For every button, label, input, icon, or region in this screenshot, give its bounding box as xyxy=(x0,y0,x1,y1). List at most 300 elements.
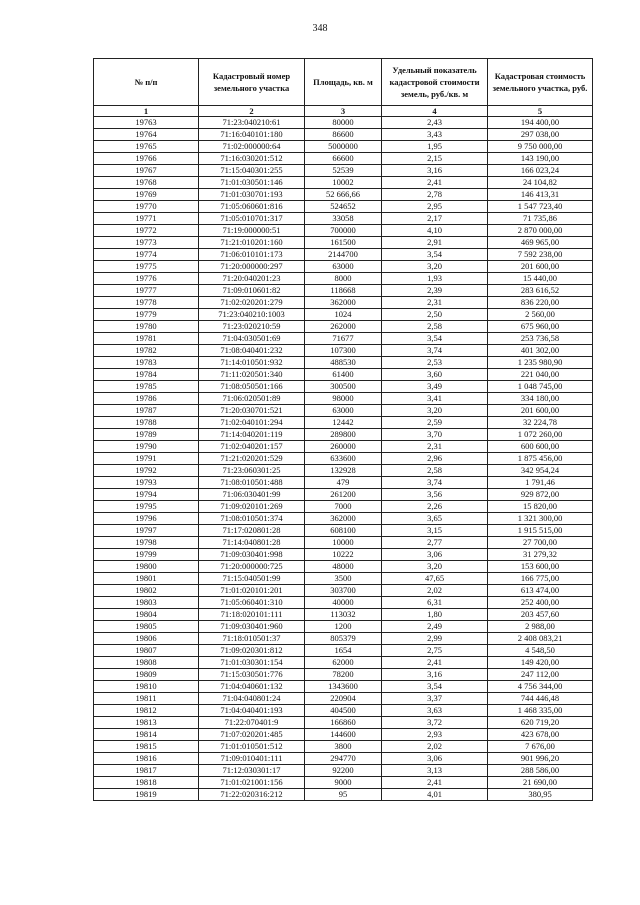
cell-number: 19785 xyxy=(94,381,199,393)
cell-cadastral-number: 71:18:020101:111 xyxy=(199,609,305,621)
cell-area: 48000 xyxy=(305,561,382,573)
column-header-unit-value: Удельный показатель кадастровой стоимости земель, руб./кв. м xyxy=(382,59,488,106)
table-row xyxy=(94,321,593,333)
cell-unit-value: 3,13 xyxy=(382,765,488,777)
cell-number: 19776 xyxy=(94,273,199,285)
table-row xyxy=(94,285,593,297)
cell-area: 12442 xyxy=(305,417,382,429)
cell-cadastral-value: 620 719,20 xyxy=(488,717,593,729)
cell-cadastral-number: 71:14:040201:119 xyxy=(199,429,305,441)
column-number: 4 xyxy=(382,106,488,117)
cell-cadastral-value: 15 440,00 xyxy=(488,273,593,285)
cell-unit-value: 4,10 xyxy=(382,225,488,237)
cell-unit-value: 2,99 xyxy=(382,633,488,645)
cell-number: 19789 xyxy=(94,429,199,441)
column-number: 5 xyxy=(488,106,593,117)
column-header-cadastral-number: Кадастровый номер земельного участка xyxy=(199,59,305,106)
table-row xyxy=(94,201,593,213)
cell-cadastral-value: 146 413,31 xyxy=(488,189,593,201)
cell-unit-value: 3,70 xyxy=(382,429,488,441)
cell-unit-value: 47,65 xyxy=(382,573,488,585)
cell-area: 9000 xyxy=(305,777,382,789)
cell-cadastral-value: 9 750 000,00 xyxy=(488,141,593,153)
cell-area: 289800 xyxy=(305,429,382,441)
cell-unit-value: 3,20 xyxy=(382,261,488,273)
cell-cadastral-value: 71 735,86 xyxy=(488,213,593,225)
cell-unit-value: 2,49 xyxy=(382,621,488,633)
column-header-cadastral-value: Кадастровая стоимость земельного участка, руб. xyxy=(488,59,593,106)
table-row xyxy=(94,189,593,201)
table-row xyxy=(94,309,593,321)
table-row xyxy=(94,441,593,453)
cell-unit-value: 2,41 xyxy=(382,777,488,789)
cell-cadastral-value: 423 678,00 xyxy=(488,729,593,741)
cell-area: 260000 xyxy=(305,441,382,453)
cell-unit-value: 2,93 xyxy=(382,729,488,741)
cell-unit-value: 2,58 xyxy=(382,321,488,333)
cell-number: 19806 xyxy=(94,633,199,645)
cell-number: 19808 xyxy=(94,657,199,669)
cell-number: 19811 xyxy=(94,693,199,705)
cell-cadastral-value: 1 072 260,00 xyxy=(488,429,593,441)
cell-number: 19787 xyxy=(94,405,199,417)
cell-area: 479 xyxy=(305,477,382,489)
cell-unit-value: 1,93 xyxy=(382,273,488,285)
cell-area: 40000 xyxy=(305,597,382,609)
cell-number: 19775 xyxy=(94,261,199,273)
table-row xyxy=(94,429,593,441)
cell-number: 19803 xyxy=(94,597,199,609)
cell-cadastral-value: 2 408 083,21 xyxy=(488,633,593,645)
cell-cadastral-number: 71:09:020301:812 xyxy=(199,645,305,657)
table-row xyxy=(94,381,593,393)
cell-number: 19792 xyxy=(94,465,199,477)
table-row xyxy=(94,153,593,165)
cell-area: 608100 xyxy=(305,525,382,537)
cell-unit-value: 3,74 xyxy=(382,477,488,489)
cell-cadastral-value: 1 547 723,40 xyxy=(488,201,593,213)
cell-cadastral-number: 71:01:030501:146 xyxy=(199,177,305,189)
column-number: 1 xyxy=(94,106,199,117)
cell-cadastral-number: 71:21:010201:160 xyxy=(199,237,305,249)
table-row xyxy=(94,549,593,561)
cell-cadastral-number: 71:08:040401:232 xyxy=(199,345,305,357)
cell-cadastral-number: 71:04:040401:193 xyxy=(199,705,305,717)
cell-unit-value: 3,43 xyxy=(382,129,488,141)
cell-cadastral-number: 71:17:020801:28 xyxy=(199,525,305,537)
cell-area: 63000 xyxy=(305,261,382,273)
cell-cadastral-value: 201 600,00 xyxy=(488,261,593,273)
cell-unit-value: 2,02 xyxy=(382,741,488,753)
cell-area: 294770 xyxy=(305,753,382,765)
cell-cadastral-value: 613 474,00 xyxy=(488,585,593,597)
cell-unit-value: 2,77 xyxy=(382,537,488,549)
cell-number: 19765 xyxy=(94,141,199,153)
cell-area: 80000 xyxy=(305,117,382,129)
cell-number: 19819 xyxy=(94,789,199,801)
cell-area: 1024 xyxy=(305,309,382,321)
cell-unit-value: 2,39 xyxy=(382,285,488,297)
cell-unit-value: 2,41 xyxy=(382,177,488,189)
cell-number: 19798 xyxy=(94,537,199,549)
cell-unit-value: 3,20 xyxy=(382,405,488,417)
cell-unit-value: 3,63 xyxy=(382,705,488,717)
table-row xyxy=(94,657,593,669)
cell-cadastral-number: 71:06:030401:99 xyxy=(199,489,305,501)
cell-cadastral-number: 71:16:040101:180 xyxy=(199,129,305,141)
table-row xyxy=(94,405,593,417)
table-row xyxy=(94,597,593,609)
table-row xyxy=(94,117,593,129)
cell-area: 524652 xyxy=(305,201,382,213)
cell-cadastral-value: 253 736,58 xyxy=(488,333,593,345)
table-row xyxy=(94,777,593,789)
table-row xyxy=(94,741,593,753)
cell-number: 19764 xyxy=(94,129,199,141)
cell-cadastral-value: 283 616,52 xyxy=(488,285,593,297)
cell-cadastral-value: 334 180,00 xyxy=(488,393,593,405)
cell-number: 19774 xyxy=(94,249,199,261)
cell-area: 3800 xyxy=(305,741,382,753)
table-row xyxy=(94,369,593,381)
table-row xyxy=(94,297,593,309)
cell-cadastral-number: 71:15:040301:255 xyxy=(199,165,305,177)
cell-cadastral-value: 1 791,46 xyxy=(488,477,593,489)
cell-area: 488530 xyxy=(305,357,382,369)
cell-cadastral-number: 71:02:040201:157 xyxy=(199,441,305,453)
cell-cadastral-value: 1 915 515,00 xyxy=(488,525,593,537)
cell-unit-value: 3,56 xyxy=(382,489,488,501)
cell-number: 19815 xyxy=(94,741,199,753)
cell-area: 262000 xyxy=(305,321,382,333)
cell-unit-value: 2,31 xyxy=(382,297,488,309)
cell-cadastral-number: 71:09:030401:960 xyxy=(199,621,305,633)
table-row xyxy=(94,357,593,369)
cell-unit-value: 3,06 xyxy=(382,753,488,765)
cell-area: 95 xyxy=(305,789,382,801)
cell-unit-value: 3,06 xyxy=(382,549,488,561)
cell-unit-value: 1,95 xyxy=(382,141,488,153)
cell-cadastral-value: 31 279,32 xyxy=(488,549,593,561)
table-row xyxy=(94,237,593,249)
cell-cadastral-value: 1 235 980,90 xyxy=(488,357,593,369)
cell-area: 62000 xyxy=(305,657,382,669)
cell-cadastral-value: 297 038,00 xyxy=(488,129,593,141)
cell-cadastral-value: 24 104,82 xyxy=(488,177,593,189)
cell-area: 220904 xyxy=(305,693,382,705)
cell-cadastral-number: 71:19:000000:51 xyxy=(199,225,305,237)
cell-number: 19794 xyxy=(94,489,199,501)
cell-area: 700000 xyxy=(305,225,382,237)
table-row xyxy=(94,273,593,285)
cell-cadastral-number: 71:05:010701:317 xyxy=(199,213,305,225)
cell-area: 10222 xyxy=(305,549,382,561)
cell-cadastral-number: 71:01:030701:193 xyxy=(199,189,305,201)
cell-number: 19817 xyxy=(94,765,199,777)
cell-area: 166860 xyxy=(305,717,382,729)
cell-number: 19793 xyxy=(94,477,199,489)
cell-area: 161500 xyxy=(305,237,382,249)
cell-cadastral-value: 1 321 300,00 xyxy=(488,513,593,525)
cell-unit-value: 2,59 xyxy=(382,417,488,429)
cell-unit-value: 3,54 xyxy=(382,249,488,261)
table-row xyxy=(94,669,593,681)
table-row xyxy=(94,729,593,741)
cell-cadastral-value: 166 023,24 xyxy=(488,165,593,177)
cell-number: 19777 xyxy=(94,285,199,297)
cell-cadastral-number: 71:09:030401:998 xyxy=(199,549,305,561)
cell-cadastral-number: 71:02:000000:64 xyxy=(199,141,305,153)
cell-area: 71677 xyxy=(305,333,382,345)
cell-cadastral-value: 744 446,48 xyxy=(488,693,593,705)
cell-number: 19791 xyxy=(94,453,199,465)
column-number: 3 xyxy=(305,106,382,117)
cell-area: 1654 xyxy=(305,645,382,657)
cadastral-value-table xyxy=(93,58,593,801)
cell-area: 633600 xyxy=(305,453,382,465)
cell-unit-value: 3,60 xyxy=(382,369,488,381)
table-row xyxy=(94,477,593,489)
table-row xyxy=(94,141,593,153)
cell-cadastral-number: 71:15:030501:776 xyxy=(199,669,305,681)
cell-unit-value: 3,15 xyxy=(382,525,488,537)
cell-cadastral-value: 247 112,00 xyxy=(488,669,593,681)
cell-number: 19810 xyxy=(94,681,199,693)
table-row xyxy=(94,789,593,801)
cell-area: 52539 xyxy=(305,165,382,177)
table-row xyxy=(94,453,593,465)
cell-unit-value: 2,41 xyxy=(382,657,488,669)
table-row xyxy=(94,573,593,585)
table-row xyxy=(94,633,593,645)
cell-cadastral-number: 71:09:010601:82 xyxy=(199,285,305,297)
cell-area: 2144700 xyxy=(305,249,382,261)
table-row xyxy=(94,465,593,477)
cell-number: 19812 xyxy=(94,705,199,717)
cell-unit-value: 2,02 xyxy=(382,585,488,597)
table-row xyxy=(94,693,593,705)
cell-cadastral-number: 71:01:010501:512 xyxy=(199,741,305,753)
cell-number: 19771 xyxy=(94,213,199,225)
cell-number: 19799 xyxy=(94,549,199,561)
cell-number: 19768 xyxy=(94,177,199,189)
cell-cadastral-value: 149 420,00 xyxy=(488,657,593,669)
cell-area: 10000 xyxy=(305,537,382,549)
cell-number: 19805 xyxy=(94,621,199,633)
cell-area: 300500 xyxy=(305,381,382,393)
column-header-area: Площадь, кв. м xyxy=(305,59,382,106)
table-row xyxy=(94,537,593,549)
cell-cadastral-value: 153 600,00 xyxy=(488,561,593,573)
cell-area: 33058 xyxy=(305,213,382,225)
cell-cadastral-number: 71:01:030301:154 xyxy=(199,657,305,669)
cell-number: 19814 xyxy=(94,729,199,741)
cell-cadastral-number: 71:06:010101:173 xyxy=(199,249,305,261)
cell-unit-value: 1,80 xyxy=(382,609,488,621)
cell-area: 113032 xyxy=(305,609,382,621)
cell-area: 78200 xyxy=(305,669,382,681)
table-body xyxy=(94,117,593,801)
cell-unit-value: 2,91 xyxy=(382,237,488,249)
cell-cadastral-value: 166 775,00 xyxy=(488,573,593,585)
cell-number: 19818 xyxy=(94,777,199,789)
cell-cadastral-number: 71:04:040801:24 xyxy=(199,693,305,705)
table-row xyxy=(94,333,593,345)
cell-cadastral-number: 71:09:010401:111 xyxy=(199,753,305,765)
cell-area: 1200 xyxy=(305,621,382,633)
cell-area: 52 666,66 xyxy=(305,189,382,201)
table-row xyxy=(94,645,593,657)
cell-unit-value: 3,16 xyxy=(382,669,488,681)
cell-unit-value: 3,16 xyxy=(382,165,488,177)
cell-unit-value: 2,95 xyxy=(382,201,488,213)
cell-unit-value: 3,49 xyxy=(382,381,488,393)
cell-cadastral-number: 71:15:040501:99 xyxy=(199,573,305,585)
cell-unit-value: 2,58 xyxy=(382,465,488,477)
cell-cadastral-number: 71:20:040201:23 xyxy=(199,273,305,285)
cell-cadastral-value: 401 302,00 xyxy=(488,345,593,357)
cell-cadastral-value: 4 548,50 xyxy=(488,645,593,657)
table-row xyxy=(94,621,593,633)
cell-unit-value: 3,54 xyxy=(382,333,488,345)
cell-number: 19800 xyxy=(94,561,199,573)
page-number: 348 xyxy=(312,23,328,34)
cell-area: 3500 xyxy=(305,573,382,585)
cell-cadastral-value: 2 560,00 xyxy=(488,309,593,321)
cell-number: 19790 xyxy=(94,441,199,453)
table-row xyxy=(94,213,593,225)
cell-unit-value: 3,37 xyxy=(382,693,488,705)
cell-unit-value: 2,31 xyxy=(382,441,488,453)
cell-cadastral-value: 1 875 456,00 xyxy=(488,453,593,465)
cell-cadastral-number: 71:05:060601:816 xyxy=(199,201,305,213)
cell-cadastral-value: 32 224,78 xyxy=(488,417,593,429)
cell-cadastral-value: 201 600,00 xyxy=(488,405,593,417)
table-row xyxy=(94,561,593,573)
cell-number: 19796 xyxy=(94,513,199,525)
table-row xyxy=(94,225,593,237)
column-header-number: № п/п xyxy=(94,59,199,106)
cell-cadastral-value: 1 468 335,00 xyxy=(488,705,593,717)
cell-area: 7000 xyxy=(305,501,382,513)
cell-cadastral-number: 71:14:010501:932 xyxy=(199,357,305,369)
cell-unit-value: 2,17 xyxy=(382,213,488,225)
table-row xyxy=(94,765,593,777)
cell-cadastral-number: 71:09:020101:269 xyxy=(199,501,305,513)
cell-cadastral-value: 288 586,00 xyxy=(488,765,593,777)
cell-cadastral-number: 71:16:030201:512 xyxy=(199,153,305,165)
cell-number: 19772 xyxy=(94,225,199,237)
cell-cadastral-value: 2 988,00 xyxy=(488,621,593,633)
cell-cadastral-number: 71:20:000000:297 xyxy=(199,261,305,273)
table-row xyxy=(94,165,593,177)
table-row xyxy=(94,261,593,273)
cell-cadastral-number: 71:07:020201:485 xyxy=(199,729,305,741)
table-row xyxy=(94,753,593,765)
cell-cadastral-number: 71:23:020210:59 xyxy=(199,321,305,333)
table-row xyxy=(94,129,593,141)
cell-number: 19804 xyxy=(94,609,199,621)
cell-cadastral-number: 71:02:040101:294 xyxy=(199,417,305,429)
cell-cadastral-number: 71:23:040210:61 xyxy=(199,117,305,129)
cell-cadastral-value: 2 870 000,00 xyxy=(488,225,593,237)
cell-area: 118668 xyxy=(305,285,382,297)
cell-cadastral-number: 71:23:040210:1003 xyxy=(199,309,305,321)
cell-area: 362000 xyxy=(305,513,382,525)
cell-cadastral-value: 380,95 xyxy=(488,789,593,801)
table-row xyxy=(94,345,593,357)
table-row xyxy=(94,489,593,501)
cell-cadastral-number: 71:02:020201:279 xyxy=(199,297,305,309)
cell-number: 19788 xyxy=(94,417,199,429)
cell-number: 19780 xyxy=(94,321,199,333)
cell-area: 303700 xyxy=(305,585,382,597)
cell-cadastral-number: 71:22:020316:212 xyxy=(199,789,305,801)
cell-number: 19783 xyxy=(94,357,199,369)
cell-unit-value: 2,78 xyxy=(382,189,488,201)
cell-cadastral-value: 143 190,00 xyxy=(488,153,593,165)
cell-area: 8000 xyxy=(305,273,382,285)
cell-cadastral-value: 194 400,00 xyxy=(488,117,593,129)
cell-area: 61400 xyxy=(305,369,382,381)
cell-area: 98000 xyxy=(305,393,382,405)
cell-number: 19773 xyxy=(94,237,199,249)
cell-cadastral-value: 675 960,00 xyxy=(488,321,593,333)
cell-unit-value: 2,96 xyxy=(382,453,488,465)
cell-area: 5000000 xyxy=(305,141,382,153)
column-number: 2 xyxy=(199,106,305,117)
cell-unit-value: 2,75 xyxy=(382,645,488,657)
cell-cadastral-value: 600 600,00 xyxy=(488,441,593,453)
cell-number: 19801 xyxy=(94,573,199,585)
cell-unit-value: 4,01 xyxy=(382,789,488,801)
cell-cadastral-number: 71:04:030501:69 xyxy=(199,333,305,345)
cell-cadastral-value: 252 400,00 xyxy=(488,597,593,609)
table-row xyxy=(94,417,593,429)
cell-cadastral-value: 4 756 344,00 xyxy=(488,681,593,693)
cell-cadastral-number: 71:01:021001:156 xyxy=(199,777,305,789)
cell-cadastral-value: 836 220,00 xyxy=(488,297,593,309)
cell-cadastral-number: 71:04:040601:132 xyxy=(199,681,305,693)
cell-number: 19813 xyxy=(94,717,199,729)
cell-unit-value: 3,54 xyxy=(382,681,488,693)
cell-cadastral-value: 203 457,60 xyxy=(488,609,593,621)
cell-cadastral-value: 7 592 238,00 xyxy=(488,249,593,261)
cell-number: 19766 xyxy=(94,153,199,165)
table-row xyxy=(94,717,593,729)
cell-cadastral-number: 71:08:050501:166 xyxy=(199,381,305,393)
cell-number: 19786 xyxy=(94,393,199,405)
cell-cadastral-number: 71:01:020101:201 xyxy=(199,585,305,597)
table-row xyxy=(94,585,593,597)
cell-cadastral-value: 7 676,00 xyxy=(488,741,593,753)
cell-cadastral-number: 71:12:030301:17 xyxy=(199,765,305,777)
table-header-row xyxy=(94,59,593,106)
cell-cadastral-value: 21 690,00 xyxy=(488,777,593,789)
cell-cadastral-value: 1 048 745,00 xyxy=(488,381,593,393)
cell-area: 261200 xyxy=(305,489,382,501)
cell-unit-value: 3,20 xyxy=(382,561,488,573)
cell-area: 404500 xyxy=(305,705,382,717)
cell-area: 144600 xyxy=(305,729,382,741)
cell-area: 10002 xyxy=(305,177,382,189)
cell-cadastral-value: 342 954,24 xyxy=(488,465,593,477)
table-row xyxy=(94,609,593,621)
cell-cadastral-number: 71:18:010501:37 xyxy=(199,633,305,645)
table-row xyxy=(94,249,593,261)
cell-cadastral-number: 71:21:020201:529 xyxy=(199,453,305,465)
cell-number: 19784 xyxy=(94,369,199,381)
